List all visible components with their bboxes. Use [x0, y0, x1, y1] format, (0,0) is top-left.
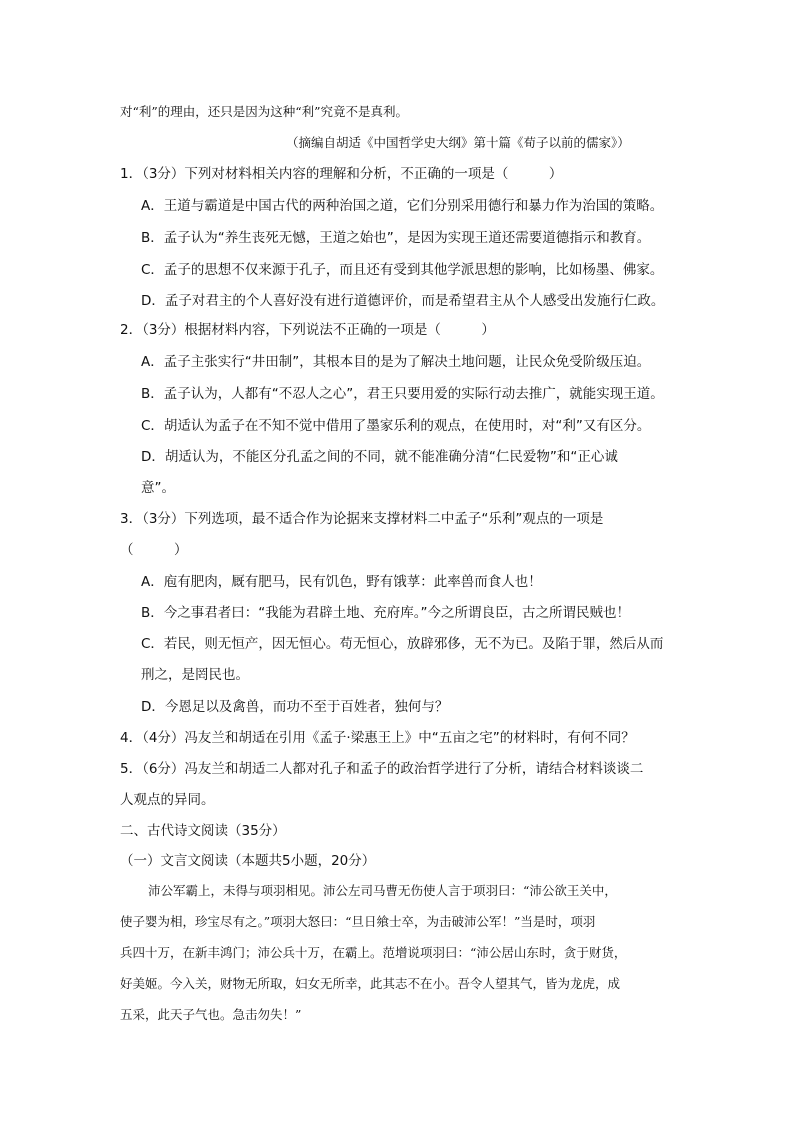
question-3-option-c: C．若民，则无恒产，因无恒心。苟无恒心，放辟邪侈，无不为已。及陷于罪，然后从而: [141, 636, 664, 652]
section-heading: 二、古代诗文阅读（35分）: [120, 823, 286, 839]
classical-passage-line-1: 沛公军霸上，未得与项羽相见。沛公左司马曹无伤使人言于项羽曰：“沛公欲王关中，: [148, 883, 617, 898]
question-1-stem: 1．（3分）下列对材料相关内容的理解和分析，不正确的一项是（ ）: [120, 166, 563, 182]
question-5-stem-cont: 人观点的异同。: [120, 792, 215, 808]
question-5-stem: 5．（6分）冯友兰和胡适二人都对孔子和孟子的政治哲学进行了分析，请结合材料谈谈二: [120, 761, 644, 777]
question-1-option-d: D．孟子对君主的个人喜好没有进行道德评价，而是希望君主从个人感受出发施行仁政。: [141, 293, 665, 309]
question-2-stem: 2．（3分）根据材料内容，下列说法不正确的一项是（ ）: [120, 322, 495, 338]
question-3-option-c-cont: 刑之，是罔民也。: [141, 667, 249, 683]
question-2-option-d-cont: 意”。: [141, 480, 175, 496]
question-1-option-b: B．孟子认为“养生丧死无憾，王道之始也”，是因为实现王道还需要道德指示和教育。: [141, 230, 651, 246]
passage-tail: 对“利”的理由，还只是因为这种“利”究竟不是真利。: [120, 104, 409, 119]
classical-passage-line-2: 使子婴为相，珍宝尽有之。”项羽大怒曰：“旦日飨士卒，为击破沛公军！”当是时，项羽: [120, 914, 596, 929]
question-3-option-b: B．今之事君者曰：“我能为君辟土地、充府库。”今之所谓良臣，古之所谓民贼也！: [141, 605, 630, 621]
subsection-heading: （一）文言文阅读（本题共5小题，20分）: [120, 853, 376, 869]
question-1-option-a: A．王道与霸道是中国古代的两种治国之道，它们分别采用德行和暴力作为治国的策略。: [141, 198, 664, 214]
question-4-stem: 4．（4分）冯友兰和胡适在引用《孟子·梁惠王上》中“五亩之宅”的材料时，有何不同？: [120, 730, 635, 746]
question-3-stem: 3．（3分）下列选项，最不适合作为论据来支撑材料二中孟子“乐利”观点的一项是: [120, 511, 604, 527]
question-2-option-b: B．孟子认为，人都有“不忍人之心”，君王只要用爱的实际行动去推广，就能实现王道。: [141, 386, 664, 402]
question-2-option-a: A．孟子主张实行“井田制”，其根本目的是为了解决土地问题，让民众免受阶级压迫。: [141, 354, 651, 370]
question-3-option-d: D．今恩足以及禽兽，而功不至于百姓者，独何与？: [141, 699, 449, 715]
classical-passage-line-4: 好美姬。今入关，财物无所取，妇女无所幸，此其志不在小。吾令人望其气，皆为龙虎，成: [120, 976, 621, 991]
question-1-option-c: C．孟子的思想不仅来源于孔子，而且还有受到其他学派思想的影响，比如杨墨、佛家。: [141, 262, 664, 278]
citation: （摘编自胡适《中国哲学史大纲》第十篇《荀子以前的儒家》）: [286, 135, 630, 150]
question-2-option-d: D．胡适认为，不能区分孔孟之间的不同，就不能准确分清“仁民爱物”和“正心诚: [141, 449, 618, 465]
classical-passage-line-5: 五采，此天子气也。急击勿失！”: [120, 1007, 302, 1022]
question-3-option-a: A．庖有肥肉，厩有肥马，民有饥色，野有饿莩：此率兽而食人也！: [141, 574, 542, 590]
question-2-option-c: C．胡适认为孟子在不知不觉中借用了墨家乐利的观点，在使用时，对“利”又有区分。: [141, 418, 651, 434]
classical-passage-line-3: 兵四十万，在新丰鸿门；沛公兵十万，在霸上。范增说项羽曰：“沛公居山东时，贪于财货，: [120, 945, 627, 960]
question-3-stem-cont: （ ）: [120, 542, 188, 558]
